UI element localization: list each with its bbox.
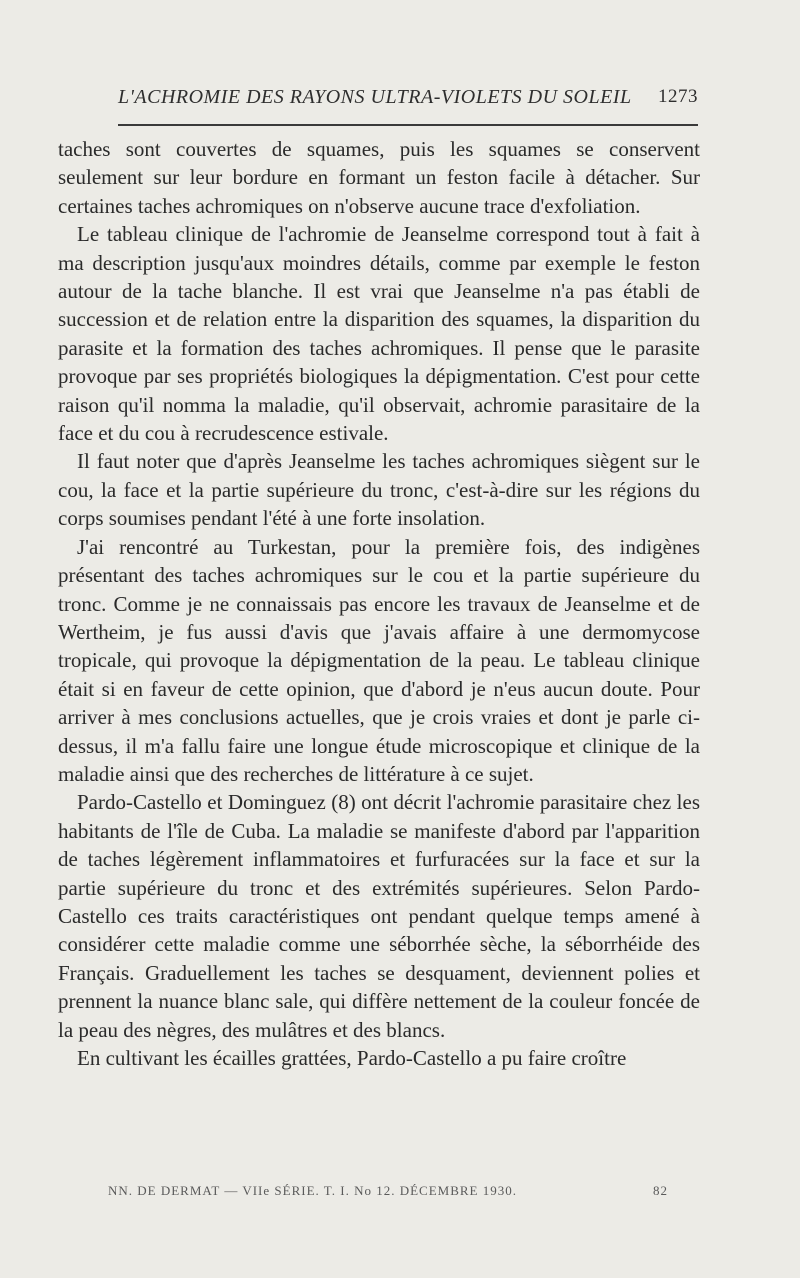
paragraph: J'ai rencontré au Turkestan, pour la première fois, des indigènes présentant des taches achromiques sur le cou et la partie supérieure du tronc. Comme je ne connaissais pas encore les travaux de Jeanselme et de Wertheim, je fus aussi d'avis que j'avais affaire à une dermomycose tropicale, qui provoque la dépigmentation de la peau. Le tableau clinique était si en faveur de cette opinion, que d'abord je n'eus aucun doute. Pour arriver à mes conclusions actuelles, que je crois vraies et dont je parle ci-dessus, il m'a fallu faire une longue étude microscopique et clinique de la maladie ainsi que des recherches de littérature à ce sujet. (58, 534, 700, 786)
footer (108, 1183, 668, 1203)
paragraph: En cultivant les écailles grattées, Pardo-Castello a pu faire croître (77, 1046, 627, 1070)
page-number: 1273 (658, 86, 698, 107)
paragraph-continued: taches sont couvertes de squames, puis les squames se conservent seulement sur leur bordure en formant un feston facile à détacher. Sur certaines taches achromiques on n'observe aucune trace d'exfoliation. (58, 137, 700, 218)
footer-reference: NN. DE DERMAT — VIIe SÉRIE. T. I. No 12. DÉCEMBRE 1930. (108, 1183, 518, 1198)
header-rule (118, 124, 698, 126)
paragraph: Il faut noter que d'après Jeanselme les taches achromiques siègent sur le cou, la face et la partie supérieure du tronc, c'est-à-dire sur les régions du corps soumises pendant l'été à une forte insolation. (58, 449, 700, 531)
running-head (118, 86, 698, 116)
running-title: L'ACHROMIE DES RAYONS ULTRA-VIOLETS DU SOLEIL (118, 86, 632, 108)
body-text (58, 135, 700, 1072)
paragraph: Le tableau clinique de l'achromie de Jeanselme correspond tout à fait à ma description jusqu'aux moindres détails, comme par exemple le feston autour de la tache blanche. Il est vrai que Jeanselme n'a pas établi de succession et de relation entre la disparition des squames, la disparition du parasite et la formation des taches achromiques. Il pense que le parasite provoque par ses propriétés biologiques la dépigmentation. C'est pour cette raison qu'il nomma la maladie, qu'il observait, achromie parasitaire de la face et du cou à recrudescence estivale. (58, 222, 700, 446)
signature-mark: 82 (653, 1183, 668, 1198)
paragraph: Pardo-Castello et Dominguez (8) ont décrit l'achromie parasitaire chez les habitants de l'île de Cuba. La maladie se manifeste d'abord par l'apparition de taches légèrement inflammatoires et furfuracées sur la face et sur la partie supérieure du tronc et des extrémités supérieures. Selon Pardo-Castello ces traits caractéristiques ont pendant quelque temps amené à considérer cette maladie comme une séborrhée sèche, la séborrhéide des Français. Graduellement les taches se desquament, deviennent polies et prennent la nuance blanc sale, qui diffère nettement de la couleur foncée de la peau des nègres, des mulâtres et des blancs. (58, 790, 700, 1042)
